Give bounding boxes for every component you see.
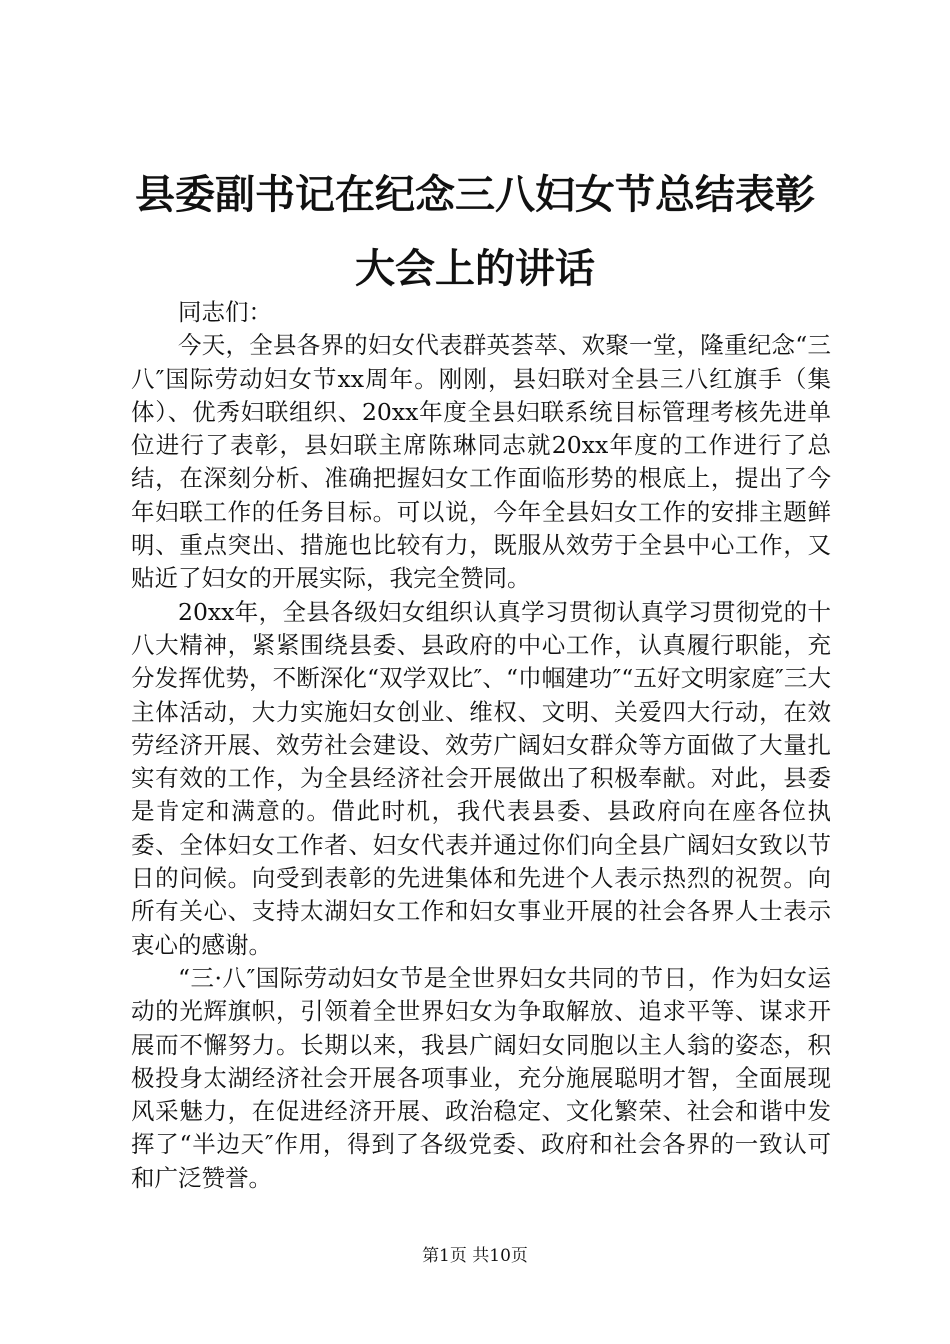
page-footer: 第1页 共10页 [422,1246,528,1266]
paragraph: 20xx年，全县各级妇女组织认真学习贯彻认真学习贯彻党的十八大精神，紧紧围绕县委、县政府的中心工作，认真履行职能，充分发挥优势，不断深化“双学双比″、“巾帼建功″“五好文明家庭″三大主体活动，大力实施妇女创业、维权、文明、关爱四大行动，在效劳经济开展、效劳社会建设、效劳广阔妇女群众等方面做了大量扎实有效的工作，为全县经济社会开展做出了积极奉献。对此，县委是肯定和满意的。借此时机，我代表县委、县政府向在座各位执委、全体妇女工作者、妇女代表并通过你们向全县广阔妇女致以节日的问候。向受到表彰的先进集体和先进个人表示热烈的祝贺。向所有关心、支持太湖妇女工作和妇女事业开展的社会各界人士表示衷心的感谢。 [131,597,831,959]
paragraph: 今天，全县各界的妇女代表群英荟萃、欢聚一堂，隆重纪念“三八″国际劳动妇女节xx周年。刚刚，县妇联对全县三八红旗手（集体）、优秀妇联组织、20xx年度全县妇联系统目标管理考核先进单位进行了表彰，县妇联主席陈琳同志就20xx年度的工作进行了总结，在深刻分析、准确把握妇女工作面临形势的根底上，提出了今年妇联工作的任务目标。可以说，今年全县妇女工作的安排主题鲜明、重点突出、措施也比较有力，既服从效劳于全县中心工作，又贴近了妇女的开展实际，我完全赞同。 [131,331,831,593]
greeting: 同志们： [178,298,272,326]
document-body [131,296,831,1195]
paragraph: “三·八″国际劳动妇女节是全世界妇女共同的节日，作为妇女运动的光辉旗帜，引领着全世界妇女为争取解放、追求平等、谋求开展而不懈努力。长期以来，我县广阔妇女同胞以主人翁的姿态，积极投身太湖经济社会开展各项事业，充分施展聪明才智，全面展现风采魅力，在促进经济开展、政治稳定、文化繁荣、社会和谐中发挥了“半边天″作用，得到了各级党委、政府和社会各界的一致认可和广泛赞誉。 [131,963,831,1192]
page-title: 县委副书记在纪念三八妇女节总结表彰大会上的讲话 [135,171,815,292]
